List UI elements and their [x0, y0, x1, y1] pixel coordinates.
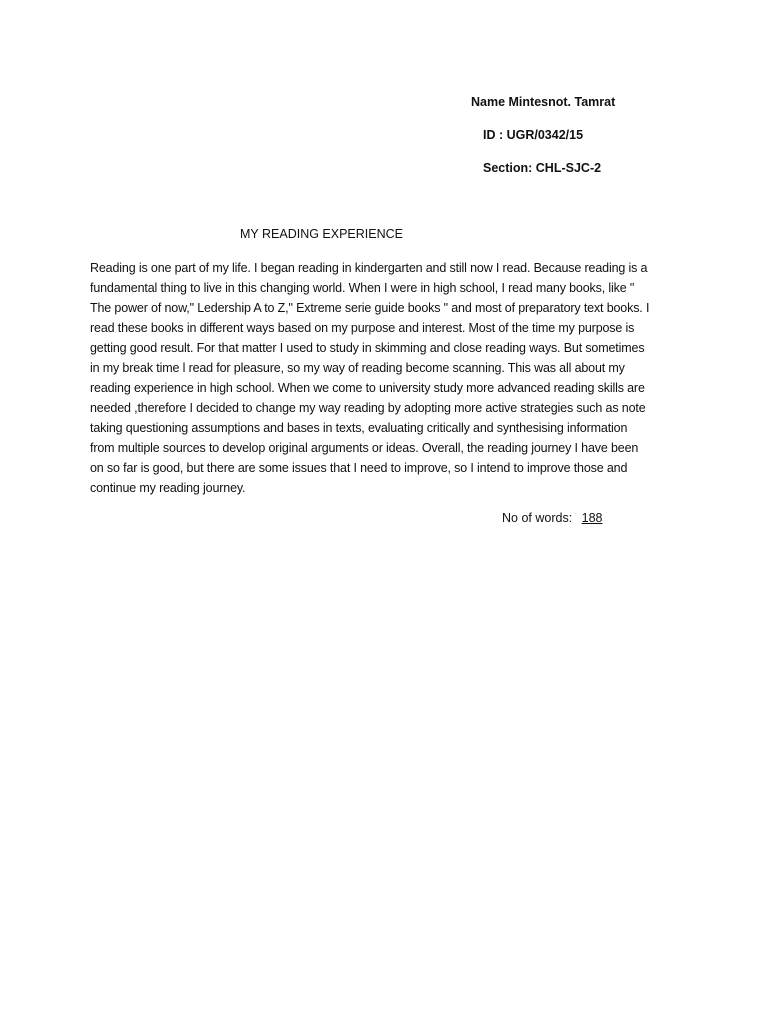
- essay-line: taking questioning assumptions and bases in texts, evaluating critically and synthesising information: [90, 421, 628, 435]
- essay-line: read these books in different ways based on my purpose and interest. Most of the time my purpose is: [90, 321, 635, 335]
- word-count-label: No of words:: [502, 511, 573, 525]
- word-count: [502, 510, 603, 526]
- essay-line: fundamental thing to live in this changing world. When I were in high school, I read many books, like ": [90, 281, 635, 295]
- word-count-value: 188: [581, 511, 603, 525]
- essay-line: Reading is one part of my life. I began reading in kindergarten and still now I read. Because reading is a: [90, 261, 648, 275]
- essay-line: reading experience in high school. When we come to university study more advanced reading skills are: [90, 381, 645, 395]
- essay-body: [90, 258, 690, 498]
- essay-line: in my break time l read for pleasure, so my way of reading become scanning. This was all about my: [90, 361, 625, 375]
- essay-line: The power of now," Ledership A to Z," Extreme serie guide books " and most of preparatory text books. I: [90, 301, 650, 315]
- essay-line: needed ,therefore I decided to change my way reading by adopting more active strategies such as note: [90, 401, 646, 415]
- student-name: Name Mintesnot. Tamrat: [471, 95, 616, 109]
- student-section: Section: CHL-SJC-2: [483, 161, 602, 175]
- essay-line: getting good result. For that matter I used to study in skimming and close reading ways. But sometimes: [90, 341, 645, 355]
- student-id: ID : UGR/0342/15: [483, 128, 584, 142]
- essay-line: on so far is good, but there are some issues that I need to improve, so I intend to improve those and: [90, 461, 628, 475]
- essay-line: continue my reading journey.: [90, 481, 246, 495]
- essay-line: from multiple sources to develop original arguments or ideas. Overall, the reading journey I have been: [90, 441, 639, 455]
- document-title: MY READING EXPERIENCE: [240, 227, 404, 241]
